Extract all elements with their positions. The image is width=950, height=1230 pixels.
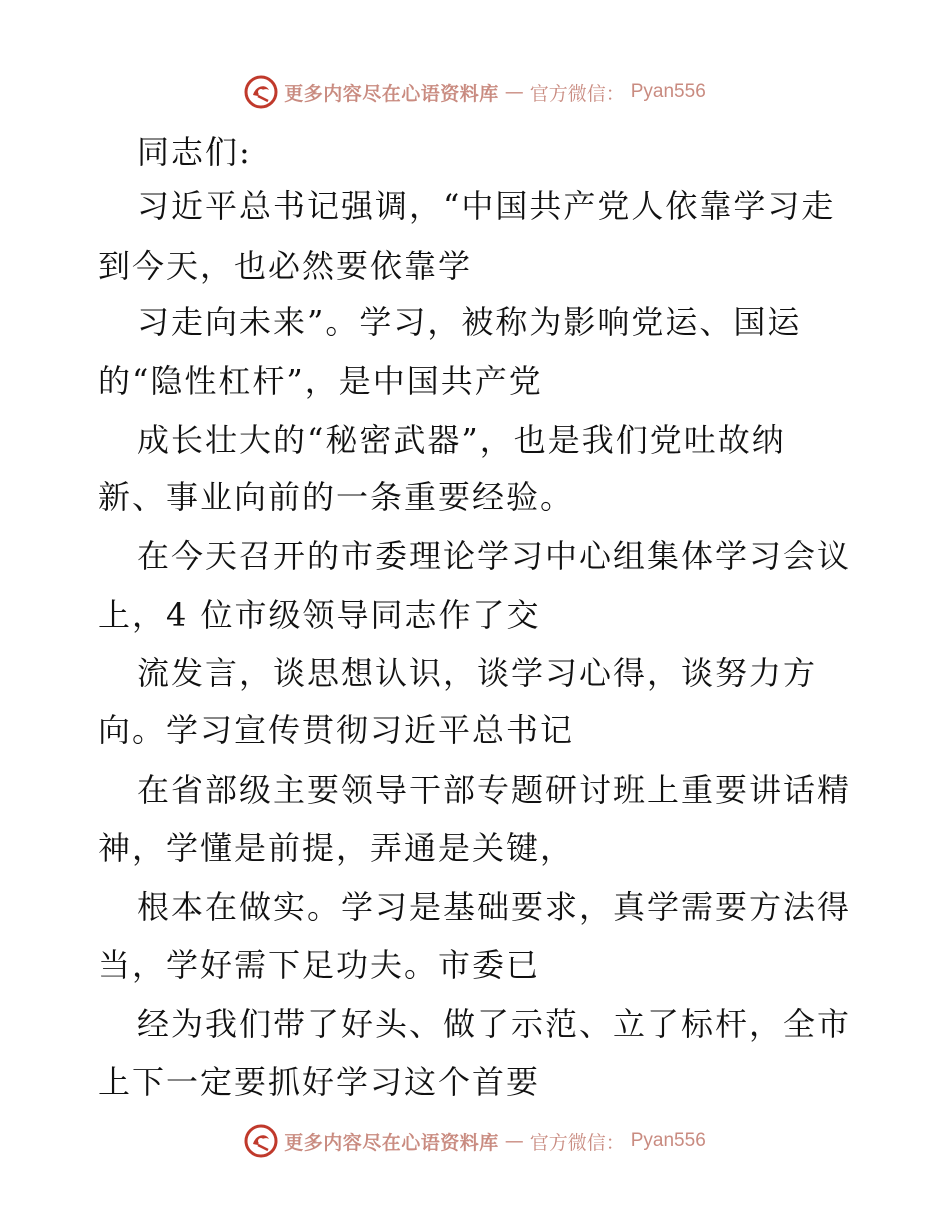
body-line: 同志们: <box>137 133 252 171</box>
body-line: 上下一定要抓好学习这个首要 <box>98 1063 541 1101</box>
body-line: 的“隐性杠杆”，是中国共产党 <box>98 362 543 400</box>
banner-wechat-id: Pyan556 <box>630 1130 706 1151</box>
banner-wechat-label: 官方微信： <box>529 1131 625 1154</box>
body-line: 成长壮大的“秘密武器”，也是我们党吐故纳 <box>137 421 786 459</box>
banner-dash: — <box>504 1130 524 1152</box>
banner-title: 更多内容尽在心语资料库 <box>284 82 499 105</box>
body-line: 上，4 位市级领导同志作了交 <box>98 596 541 634</box>
body-line: 新、事业向前的一条重要经验。 <box>98 478 575 516</box>
footer-banner <box>0 1121 950 1161</box>
rose-seal-icon <box>244 75 278 109</box>
rose-seal-icon <box>244 1124 278 1158</box>
header-banner <box>0 72 950 112</box>
banner-title: 更多内容尽在心语资料库 <box>284 1131 499 1154</box>
body-line: 习走向未来”。学习，被称为影响党运、国运 <box>137 303 802 341</box>
body-line: 经为我们带了好头、做了示范、立了标杆，全市 <box>137 1005 852 1043</box>
banner-dash: — <box>504 81 524 103</box>
body-line: 习近平总书记强调，“中国共产党人依靠学习走 <box>137 187 836 225</box>
body-line: 神，学懂是前提，弄通是关键， <box>98 829 575 867</box>
body-line: 流发言，谈思想认识，谈学习心得，谈努力方 <box>137 654 818 692</box>
body-line: 在省部级主要领导干部专题研讨班上重要讲话精 <box>137 771 852 809</box>
banner-wechat-label: 官方微信： <box>529 82 625 105</box>
body-line: 向。学习宣传贯彻习近平总书记 <box>98 711 575 749</box>
body-line: 在今天召开的市委理论学习中心组集体学习会议 <box>137 537 852 575</box>
body-line: 根本在做实。学习是基础要求，真学需要方法得 <box>137 888 852 926</box>
body-line: 当，学好需下足功夫。市委已 <box>98 946 541 984</box>
banner-wechat-id: Pyan556 <box>630 81 706 102</box>
body-line: 到今天，也必然要依靠学 <box>98 247 473 285</box>
